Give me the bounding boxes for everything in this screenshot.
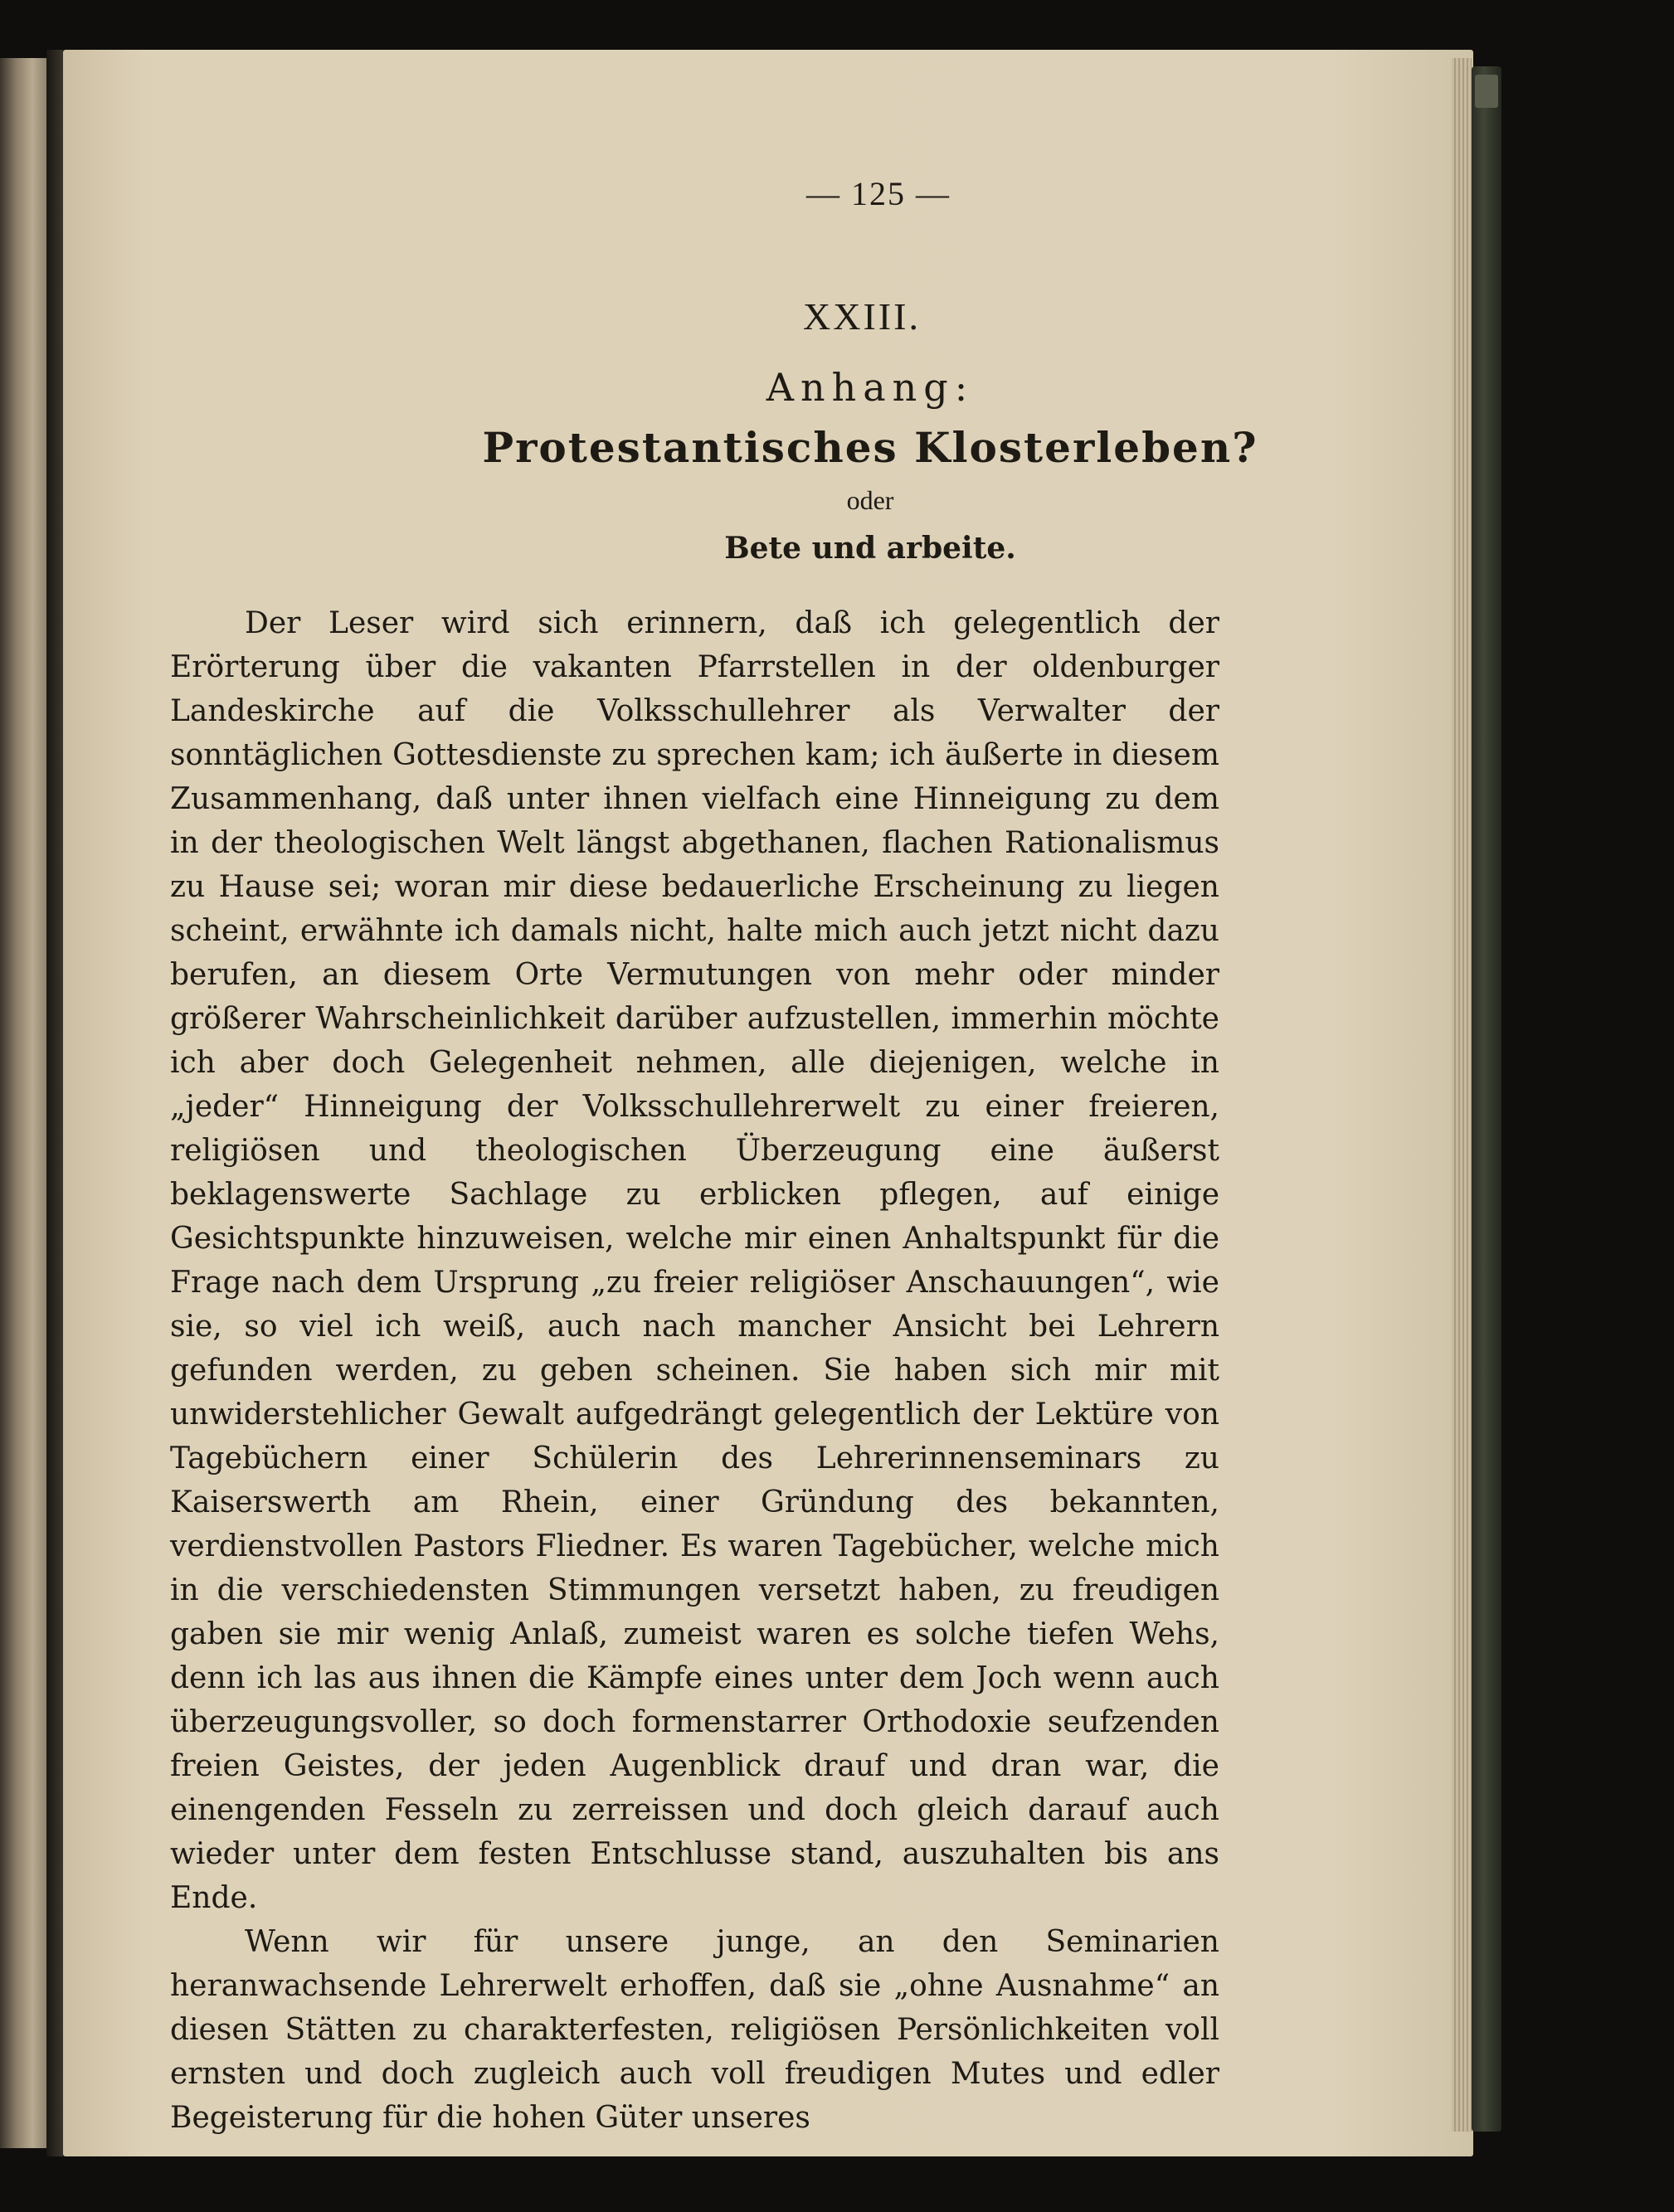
- chapter-title: Protestantisches Klosterleben?: [482, 423, 1258, 472]
- paragraph: Der Leser wird sich erinnern, daß ich gelegentlich der Erörterung über die vakanten Pfarrstellen in der oldenburger Landeskirche auf die Volksschullehrer als Verwalter der sonntäglichen Gottesdienste zu sprechen kam; ich äußerte in diesem Zusammenhang, daß unter ihnen vielfach eine Hinneigung zu dem in der theologischen Welt längst abgethanen, flachen Rationalismus zu Hause sei; woran mir diese bedauerliche Erscheinung zu liegen scheint, erwähnte ich damals nicht, halte mich auch jetzt nicht dazu berufen, an diesem Orte Vermutungen von mehr oder minder größerer Wahrscheinlichkeit darüber aufzustellen, immerhin möchte ich aber doch Gelegenheit nehmen, alle diejenigen, welche in „jeder“ Hinneigung der Volksschullehrerwelt zu einer freieren, religiösen und theologischen Überzeugung eine äußerst beklagenswerte Sachlage zu erblicken pflegen, auf einige Gesichtspunkte hinzuweisen, welche mir einen Anhaltspunkt für die Frage nach dem Ursprung „zu freier religiöser Anschauungen“, wie sie, so viel ich weiß, auch nach mancher Ansicht bei Lehrern gefunden werden, zu geben scheinen. Sie haben sich mir mit unwiderstehlicher Gewalt aufgedrängt gelegentlich der Lektüre von Tagebüchern einer Schülerin des Lehrerinnenseminars zu Kaiserswerth am Rhein, einer Gründung des bekannten, verdienstvollen Pastors Fliedner. Es waren Tagebücher, welche mich in die verschiedensten Stimmungen versetzt haben, zu freudigen gaben sie mir wenig Anlaß, zumeist waren es solche tiefen Wehs, denn ich las aus ihnen die Kämpfe eines unter dem Joch wenn auch überzeugungsvoller, so doch formenstarrer Orthodoxie seufzenden freien Geistes, der jeden Augenblick drauf und dran war, die einengenden Fesseln zu zerreissen und doch gleich darauf auch wieder unter dem festen Entschlusse stand, auszuhalten bis ans Ende.: [170, 606, 1219, 1915]
- chapter-subtitle: Bete und arbeite.: [724, 531, 1016, 566]
- appendix-label: Anhang:: [766, 365, 975, 410]
- page-number: — 125 —: [806, 175, 951, 212]
- cover-ornament: [1475, 75, 1498, 108]
- body-text: [170, 601, 1219, 2140]
- or-connector: oder: [846, 485, 894, 515]
- chapter-number: XXIII.: [803, 295, 921, 338]
- paragraph: Wenn wir für unsere junge, an den Seminarien heranwachsende Lehrerwelt erhoffen, daß sie „ohne Ausnahme“ an diesen Stätten zu charakterfesten, religiösen Persönlichkeiten voll ernsten und doch zugleich auch voll freudigen Mutes und edler Begeisterung für die hohen Güter unseres: [170, 1925, 1219, 2135]
